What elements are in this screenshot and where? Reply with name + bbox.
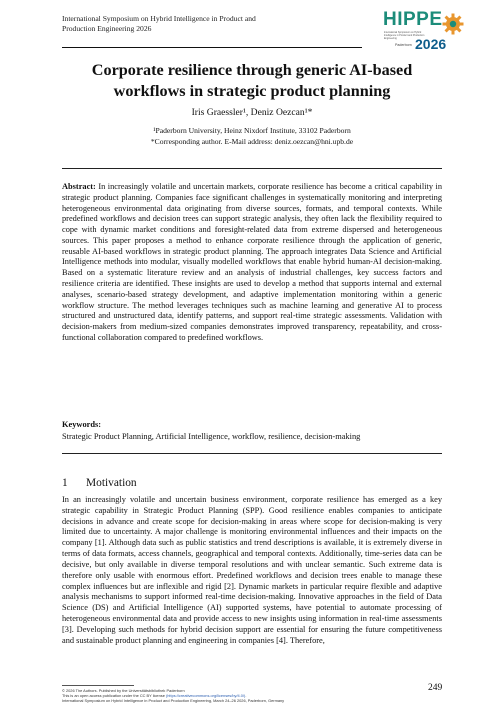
footer-conference: International Symposium on Hybrid Intelligence in Product and Production Engineering, March 24–26 2026, Paderborn, Germany bbox=[62, 698, 285, 704]
logo-word: HIPPE bbox=[383, 9, 443, 30]
conference-header bbox=[62, 14, 362, 34]
conference-line-1: International Symposium on Hybrid Intelligence in Product and bbox=[62, 14, 256, 23]
logo-year: 2026 bbox=[415, 36, 447, 52]
section-body: In an increasingly volatile and uncertain business environment, corporate resilience has emerged as a key strategic capability in Strategic Product Planning (SPP). Good resilience enables companies to anticipate decisions in advance and create scope for decision-making in areas where scope for decision-making is very limited due to uncertainty. A major challenge is monitoring environmental influences and their impacts on the company [1]. Although data such as public statistics and trend descriptions is available, it is extremely diverse in terms of data formats, access channels, geographical and temporal contexts. Additionally, time-series data can be decisive, but only available in diverse temporal resolutions and with unclear semantic. Such extreme data is therefore only usable with enormous effort. Predefined workflows and decision trees enable to manage these complex influences but are inflexible and rigid [2]. Dynamic markets in particular require flexible and adaptive analysis mechanisms to support informed real-time decision-making. Innovative approaches in the field of Data Science (DS) and Artificial Intelligence (AI) supported systems, have potential to automate processing of heterogeneous environmental data and provide access to new insights using information in real-time assessments [3]. Developing such methods for hybrid decision support are essential for ensuring the future competitiveness and sustainable product planning and engineering in companies [4]. Therefore, bbox=[62, 495, 442, 645]
abstract bbox=[62, 182, 442, 344]
page-number: 249 bbox=[428, 683, 443, 693]
abstract-label: Abstract: bbox=[62, 182, 96, 191]
footer-license-prefix: This is an open access publication under the CC BY license bbox=[62, 693, 166, 699]
affiliation: ¹Paderborn University, Heinz Nixdorf Institute, 33102 Paderborn bbox=[153, 126, 351, 135]
logo-place: Paderborn bbox=[395, 43, 412, 47]
section-title: Motivation bbox=[86, 477, 137, 489]
corresponding-author: *Corresponding author. E-Mail address: deniz.oezcan@hni.upb.de bbox=[150, 137, 354, 146]
footer-rule bbox=[62, 685, 134, 686]
license-link[interactable]: (https://creativecommons.org/licenses/by/4.0/) bbox=[165, 693, 246, 699]
section-number: 1 bbox=[62, 477, 68, 489]
keywords-label: Keywords: bbox=[62, 420, 102, 429]
gear-icon bbox=[441, 12, 465, 36]
header-rule bbox=[62, 47, 362, 48]
abstract-top-rule bbox=[62, 168, 442, 169]
footer-license-suffix: . bbox=[245, 693, 247, 699]
footer-copyright: © 2026 The Authors. Published by the Universitätsbibliothek Paderborn bbox=[62, 688, 185, 693]
logo-tagline: International Symposium on Hybrid Intelligence in Product and Production Engineering bbox=[384, 31, 425, 40]
hippe-logo bbox=[381, 8, 465, 52]
footer bbox=[62, 688, 392, 704]
section-heading bbox=[62, 477, 137, 489]
abstract-text: In increasingly volatile and uncertain markets, corporate resilience has become a critical capability in strategic product planning. Companies face significant challenges in systematically monitoring and interpreting heterogeneous environmental data originating from diverse sources, formats, and temporal contexts. While predefined workflows and decision trees can support strategic analysis, they often lack the flexibility required to cope with dynamic market conditions and foresight-related data from extreme dispersed and heterogeneous sources. This paper proposes a method to enhance corporate resilience through the application of generic, reusable AI-based workflows in strategic product planning. The approach integrates Data Science and Artificial Intelligence methods into modular, visually modelled workflows that enable hybrid human-AI decision-making. Based on a systematic literature review and an analysis of industrial challenges, key success factors and resilience criteria are identified. These insights are used to develop a method that supports internal and external analyses, scenario-based strategy development, and adaptive implementation monitoring within a generic workflow structure. The method leverages techniques such as machine learning and generative AI to process structured and unstructured data, identify patterns, and support real-time strategic assessments. Validation with decision-makers from medium-sized companies demonstrates improved transparency, repeatability, and cross-functional collaboration compared to predefined workflows. bbox=[62, 182, 442, 342]
conference-line-2: Production Engineering 2026 bbox=[62, 24, 152, 33]
affiliation-block bbox=[62, 125, 442, 147]
author-list: Iris Graessler¹, Deniz Oezcan¹* bbox=[191, 107, 313, 118]
keywords-text: Strategic Product Planning, Artificial Intelligence, workflow, resilience, decision-making bbox=[62, 432, 361, 441]
paper-title: Corporate resilience through generic AI-based workflows in strategic product planning bbox=[91, 61, 413, 100]
keywords-bottom-rule bbox=[62, 453, 442, 454]
